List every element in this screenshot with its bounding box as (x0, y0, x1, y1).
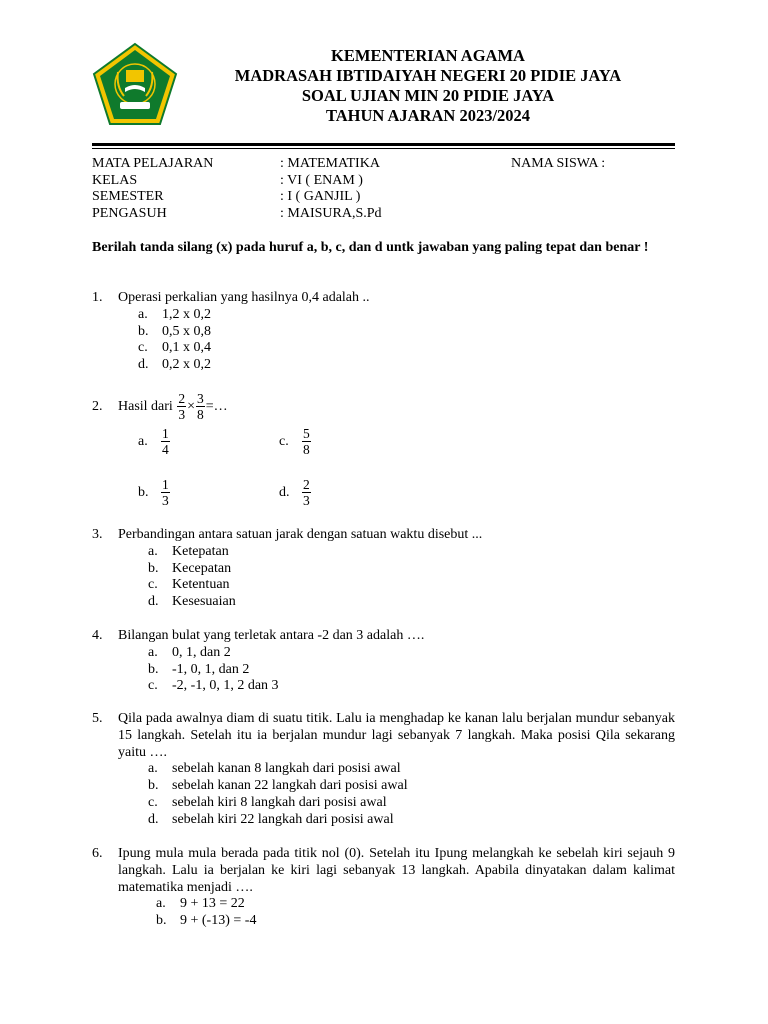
question-4 (92, 628, 675, 695)
answer-option: a. 9 + 13 = 22 (156, 896, 245, 912)
question-5 (92, 711, 675, 829)
answer-option: b. Kecepatan (148, 560, 232, 576)
question-6 (92, 846, 675, 930)
info-row (92, 206, 675, 223)
answer-option: c. 0,1 x 0,4 (138, 340, 211, 356)
question-number: 6. (92, 846, 103, 861)
answer-option: b. 0,5 x 0,8 (138, 323, 211, 339)
answer-option: b. -1, 0, 1, dan 2 (148, 661, 250, 677)
question-text: Operasi perkalian yang hasilnya 0,4 adalah .. (118, 290, 370, 305)
info-label: SEMESTER (92, 189, 164, 204)
header-divider-thin (92, 148, 675, 149)
question-number: 5. (92, 711, 103, 726)
question-text: Bilangan bulat yang terletak antara -2 dan 3 adalah …. (118, 628, 425, 643)
question-number: 2. (92, 399, 103, 414)
info-value: : VI ( ENAM ) (280, 172, 363, 188)
question-number: 4. (92, 628, 103, 643)
header-year: TAHUN AJARAN 2023/2024 (325, 106, 531, 125)
question-1 (92, 290, 675, 374)
answer-option: a. 1,2 x 0,2 (138, 306, 211, 322)
info-label: PENGASUH (92, 205, 167, 221)
header-block (190, 46, 666, 126)
answer-option: c. -2, -1, 0, 1, 2 dan 3 (148, 678, 279, 694)
question-text: Hasil dari $\frac{2}{3}$ × $\frac{3}{8}$ =… (118, 391, 228, 423)
info-value: : I ( GANJIL ) (280, 189, 361, 204)
answer-option: c. sebelah kiri 8 langkah dari posisi awal (148, 794, 387, 810)
info-label: KELAS (92, 172, 138, 188)
kemenag-logo (92, 42, 178, 128)
info-value: : MAISURA,S.Pd (280, 205, 382, 221)
question-number: 1. (92, 290, 103, 305)
question-number: 3. (92, 527, 103, 542)
answer-option: a. sebelah kanan 8 langkah dari posisi awal (148, 761, 401, 777)
answer-option: a. Ketepatan (148, 543, 229, 559)
student-name-label: NAMA SISWA : (511, 156, 606, 171)
info-row (92, 156, 675, 173)
answer-option: a. 0, 1, dan 2 (148, 644, 231, 660)
question-2: 2. Hasil dari $\frac{2}{3}$ × $\frac{3}{8}$ =… a. $\frac{1}{4}$ c. $\frac{5}{8}$ b. $\frac{1}{3}$ d. $\frac{2}{3}$ (92, 390, 675, 520)
exam-info (92, 156, 675, 222)
question-text: Perbandingan antara satuan jarak dengan satuan waktu disebut ... (118, 527, 483, 542)
info-label: MATA PELAJARAN (92, 156, 214, 171)
info-value: : MATEMATIKA (280, 156, 380, 171)
header-ministry: KEMENTERIAN AGAMA (331, 46, 525, 65)
answer-option: d. Kesesuaian (148, 594, 236, 610)
header-exam: SOAL UJIAN MIN 20 PIDIE JAYA (301, 86, 555, 105)
header-divider-thick (92, 143, 675, 146)
instructions: Berilah tanda silang (x) pada huruf a, b, c, dan d untk jawaban yang paling tepat dan benar ! (92, 240, 649, 255)
answer-option: b. sebelah kanan 22 langkah dari posisi awal (148, 778, 408, 794)
info-row (92, 189, 675, 206)
fraction: $\frac{2}{3}$ (178, 391, 186, 423)
header-school: MADRASAH IBTIDAIYAH NEGERI 20 PIDIE JAYA (234, 66, 622, 85)
answer-option: c. Ketentuan (148, 577, 230, 593)
question-text: Ipung mula mula berada pada titik nol (0). Setelah itu Ipung melangkah ke sebelah kiri sejauh 9 langkah. Lalu ia berjalan ke kiri lagi sebanyak 13 langkah. Apabila dinyatakan dalam kalimat matematika menjadi …. (118, 846, 675, 895)
question-text: Qila pada awalnya diam di suatu titik. Lalu ia menghadap ke kanan lalu berjalan mundur sebanyak 15 langkah. Setelah itu ia berjalan mundur lagi sebanyak 7 langkah. Maka posisi Qila sekarang yaitu …. (118, 711, 675, 760)
answer-option: d. 0,2 x 0,2 (138, 357, 211, 373)
answer-option: d. sebelah kiri 22 langkah dari posisi awal (148, 811, 394, 827)
fraction: $\frac{3}{8}$ (196, 391, 204, 423)
question-3 (92, 527, 675, 611)
info-row (92, 173, 675, 190)
answer-option: b. 9 + (-13) = -4 (156, 913, 257, 929)
